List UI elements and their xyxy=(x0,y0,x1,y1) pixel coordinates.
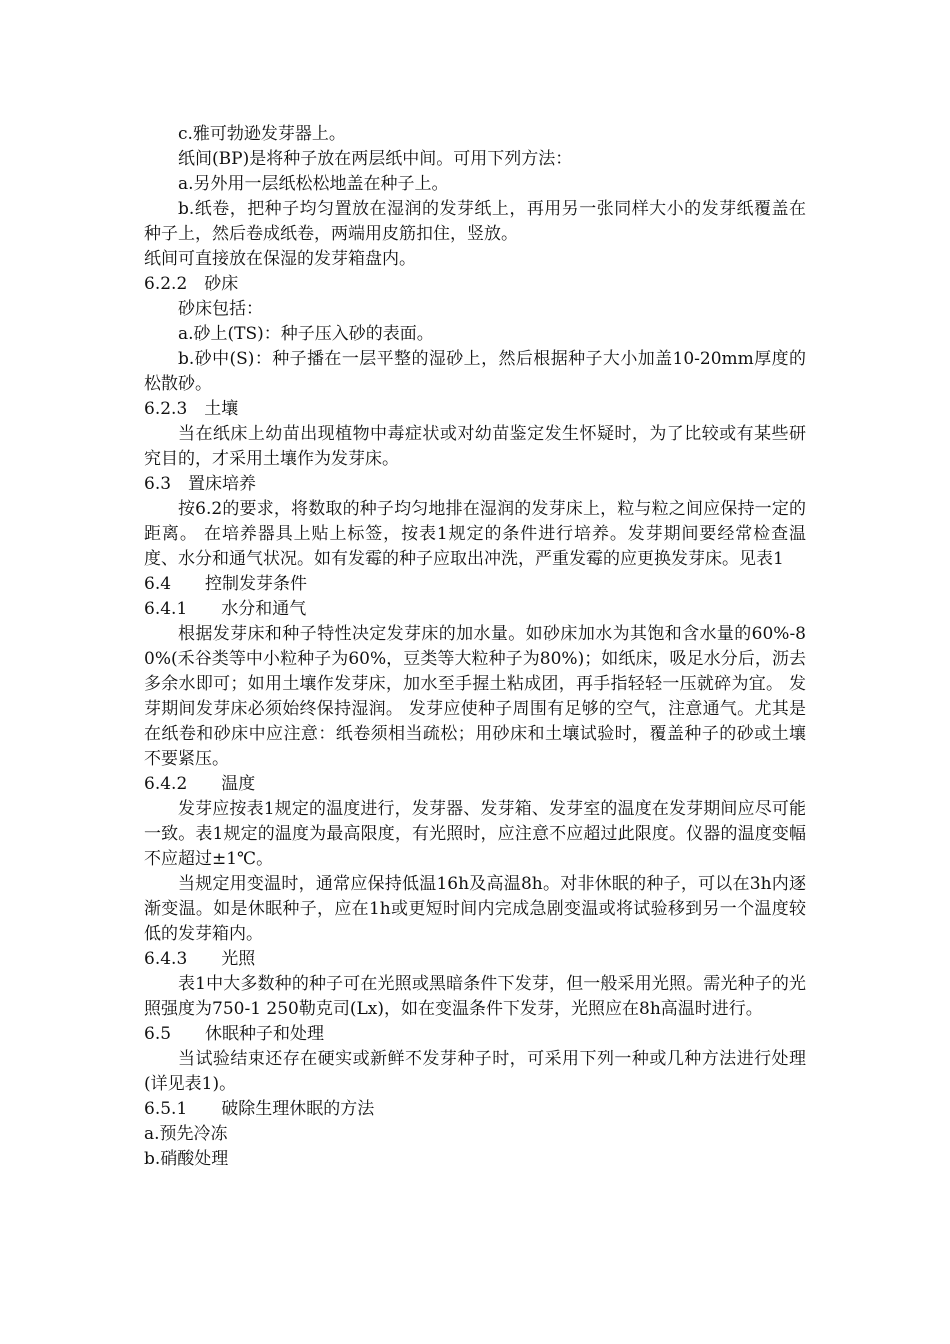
paragraph: 纸间可直接放在保湿的发芽箱盘内。 xyxy=(144,249,416,269)
paragraph: b.纸卷，把种子均匀置放在湿润的发芽纸上，再用另一张同样大小的发芽纸覆盖在种子上，然后卷成纸卷，两端用皮筋扣住，竖放。 xyxy=(144,199,806,244)
paragraph: 按6.2的要求，将数取的种子均匀地排在湿润的发芽床上，粒与粒之间应保持一定的距离。 在培养器具上贴上标签，按表1规定的条件进行培养。发芽期间要经常检查温度、水分和通气状况。如有发霉的种子应取出冲洗，严重发霉的应更换发芽床。见表1 xyxy=(144,499,806,569)
paragraph: b.砂中(S)：种子播在一层平整的湿砂上，然后根据种子大小加盖10-20mm厚度的松散砂。 xyxy=(144,349,806,394)
section-heading: 6.5.1 破除生理休眠的方法 xyxy=(144,1099,375,1119)
section-heading: 6.4.3 光照 xyxy=(144,949,256,969)
paragraph: 当在纸床上幼苗出现植物中毒症状或对幼苗鉴定发生怀疑时，为了比较或有某些研究目的，才采用土壤作为发芽床。 xyxy=(144,424,806,469)
paragraph: 根据发芽床和种子特性决定发芽床的加水量。如砂床加水为其饱和含水量的60%-80%(禾谷类等中小粒种子为60%，豆类等大粒种子为80%)；如纸床，吸足水分后，沥去多余水即可；如用土壤作发芽床，加水至手握土粘成团，再手指轻轻一压就碎为宜。 发芽期间发芽床必须始终保持湿润。 发芽应使种子周围有足够的空气，注意通气。尤其是在纸卷和砂床中应注意：纸卷须相当疏松；用砂床和土壤试验时，覆盖种子的砂或土壤不要紧压。 xyxy=(144,624,806,769)
paragraph: 当规定用变温时，通常应保持低温16h及高温8h。对非休眠的种子，可以在3h内逐渐变温。如是休眠种子，应在1h或更短时间内完成急剧变温或将试验移到另一个温度较低的发芽箱内。 xyxy=(144,874,806,944)
document-body xyxy=(144,122,806,1172)
paragraph: 当试验结束还存在硬实或新鲜不发芽种子时，可采用下列一种或几种方法进行处理(详见表1)。 xyxy=(144,1049,806,1094)
paragraph: b.硝酸处理 xyxy=(144,1149,229,1169)
paragraph: a.预先冷冻 xyxy=(144,1124,228,1144)
section-heading: 6.2.2 砂床 xyxy=(144,274,239,294)
paragraph: 发芽应按表1规定的温度进行，发芽器、发芽箱、发芽室的温度在发芽期间应尽可能一致。表1规定的温度为最高限度，有光照时，应注意不应超过此限度。仪器的温度变幅不应超过±1℃。 xyxy=(144,799,806,869)
section-heading: 6.3 置床培养 xyxy=(144,474,257,494)
section-heading: 6.5 休眠种子和处理 xyxy=(144,1024,325,1044)
section-heading: 6.4.1 水分和通气 xyxy=(144,599,307,619)
section-heading: 6.2.3 土壤 xyxy=(144,399,239,419)
paragraph: a.砂上(TS)：种子压入砂的表面。 xyxy=(178,324,434,344)
paragraph: a.另外用一层纸松松地盖在种子上。 xyxy=(178,174,449,194)
section-heading: 6.4.2 温度 xyxy=(144,774,256,794)
paragraph: 纸间(BP)是将种子放在两层纸中间。可用下列方法： xyxy=(178,149,573,169)
paragraph: c.雅可勃逊发芽器上。 xyxy=(178,124,346,144)
section-heading: 6.4 控制发芽条件 xyxy=(144,574,308,594)
paragraph: 砂床包括： xyxy=(178,299,263,319)
paragraph: 表1中大多数种的种子可在光照或黑暗条件下发芽，但一般采用光照。需光种子的光照强度为750-1 250勒克司(Lx)，如在变温条件下发芽，光照应在8h高温时进行。 xyxy=(144,974,806,1019)
